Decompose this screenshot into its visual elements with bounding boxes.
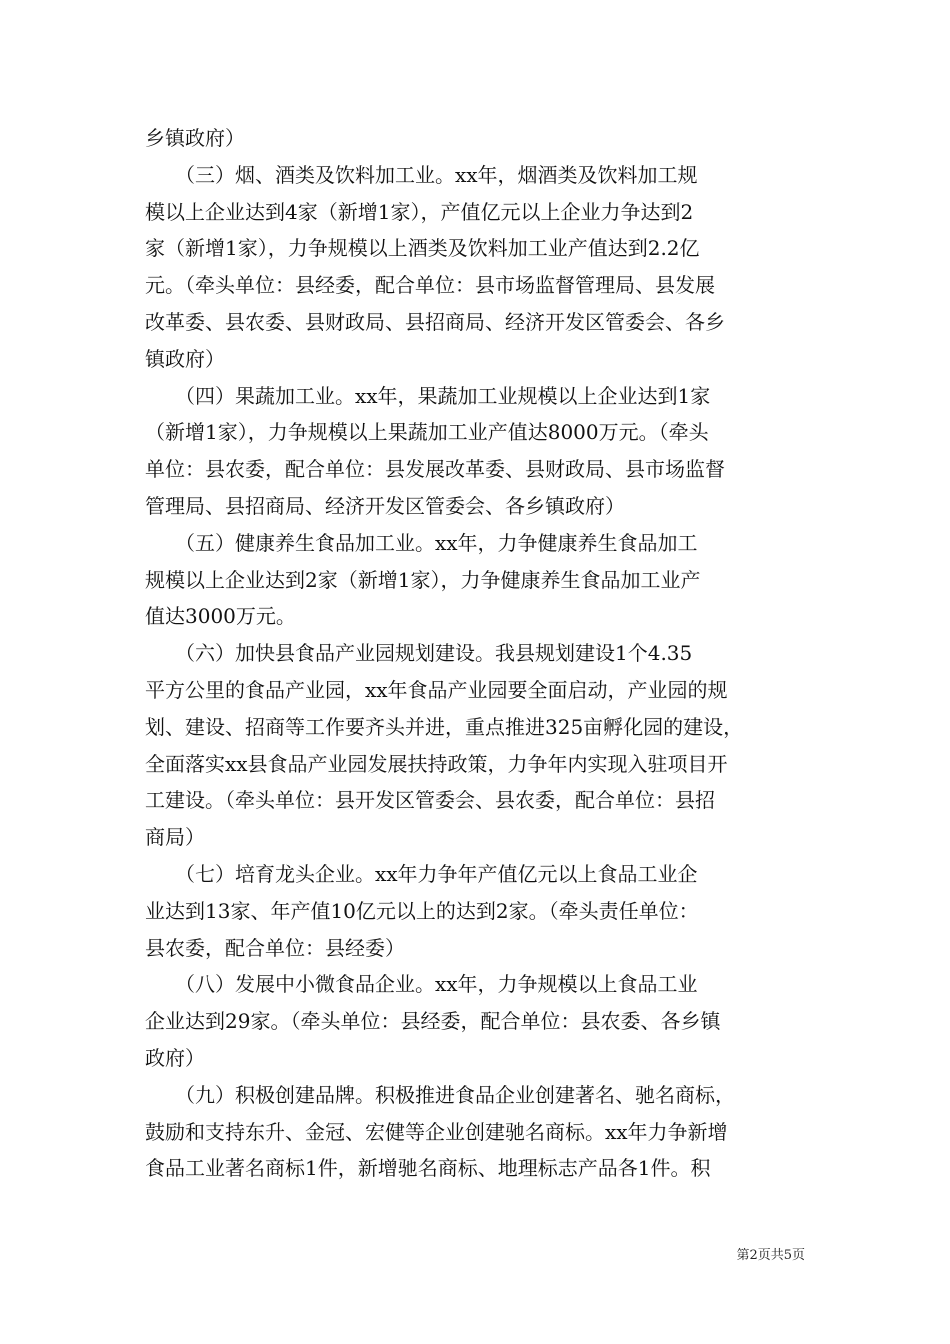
text-line: （四）果蔬加工业。xx年，果蔬加工业规模以上企业达到1家: [145, 383, 711, 408]
text-line: （五）健康养生食品加工业。xx年，力争健康养生食品加工: [145, 530, 698, 555]
body-text: [145, 120, 810, 1187]
text-line: 企业达到29家。（牵头单位：县经委，配合单位：县农委、各乡镇: [145, 1009, 721, 1034]
text-line: （六）加快县食品产业园规划建设。我县规划建设1个4.35: [145, 641, 693, 666]
text-line: 县农委，配合单位：县经委）: [145, 935, 405, 960]
text-line: 元。（牵头单位：县经委，配合单位：县市场监督管理局、县发展: [145, 273, 715, 298]
text-line: 乡镇政府）: [145, 126, 245, 150]
text-line: 鼓励和支持东升、金冠、宏健等企业创建驰名商标。xx年力争新增: [145, 1119, 728, 1144]
text-line: 平方公里的食品产业园，xx年食品产业园要全面启动，产业园的规: [145, 677, 728, 702]
text-line: 食品工业著名商标1件，新增驰名商标、地理标志产品各1件。积: [145, 1156, 711, 1181]
text-line: 全面落实xx县食品产业园发展扶持政策，力争年内实现入驻项目开: [145, 751, 728, 776]
text-line: 规模以上企业达到2家（新增1家），力争健康养生食品加工业产: [145, 567, 701, 592]
text-line: （新增1家），力争规模以上果蔬加工业产值达8000万元。（牵头: [145, 420, 709, 445]
text-line: （九）积极创建品牌。积极推进食品企业创建著名、驰名商标，: [145, 1082, 735, 1107]
text-line: （七）培育龙头企业。xx年力争年产值亿元以上食品工业企: [145, 861, 698, 886]
page-number: 第2页共5页: [736, 1248, 805, 1263]
text-line: 管理局、县招商局、经济开发区管委会、各乡镇政府）: [145, 493, 625, 518]
text-line: 商局）: [145, 825, 205, 850]
text-line: 划、建设、招商等工作要齐头并进，重点推进325亩孵化园的建设，: [145, 714, 744, 739]
text-line: 镇政府）: [145, 346, 225, 371]
text-line: 工建设。（牵头单位：县开发区管委会、县农委，配合单位：县招: [145, 788, 715, 813]
text-line: 政府）: [145, 1045, 205, 1070]
text-line: 改革委、县农委、县财政局、县招商局、经济开发区管委会、各乡: [145, 309, 725, 334]
text-line: 业达到13家、年产值10亿元以上的达到2家。（牵头责任单位：: [145, 898, 699, 923]
text-line: 值达3000万元。: [145, 604, 296, 629]
text-line: 单位：县农委，配合单位：县发展改革委、县财政局、县市场监督: [145, 457, 725, 482]
text-line: （三）烟、酒类及饮料加工业。xx年，烟酒类及饮料加工规: [145, 162, 698, 187]
text-line: （八）发展中小微食品企业。xx年，力争规模以上食品工业: [145, 972, 698, 997]
text-line: 模以上企业达到4家（新增1家），产值亿元以上企业力争达到2: [145, 199, 694, 224]
text-line: 家（新增1家），力争规模以上酒类及饮料加工业产值达到2.2亿: [145, 236, 700, 261]
